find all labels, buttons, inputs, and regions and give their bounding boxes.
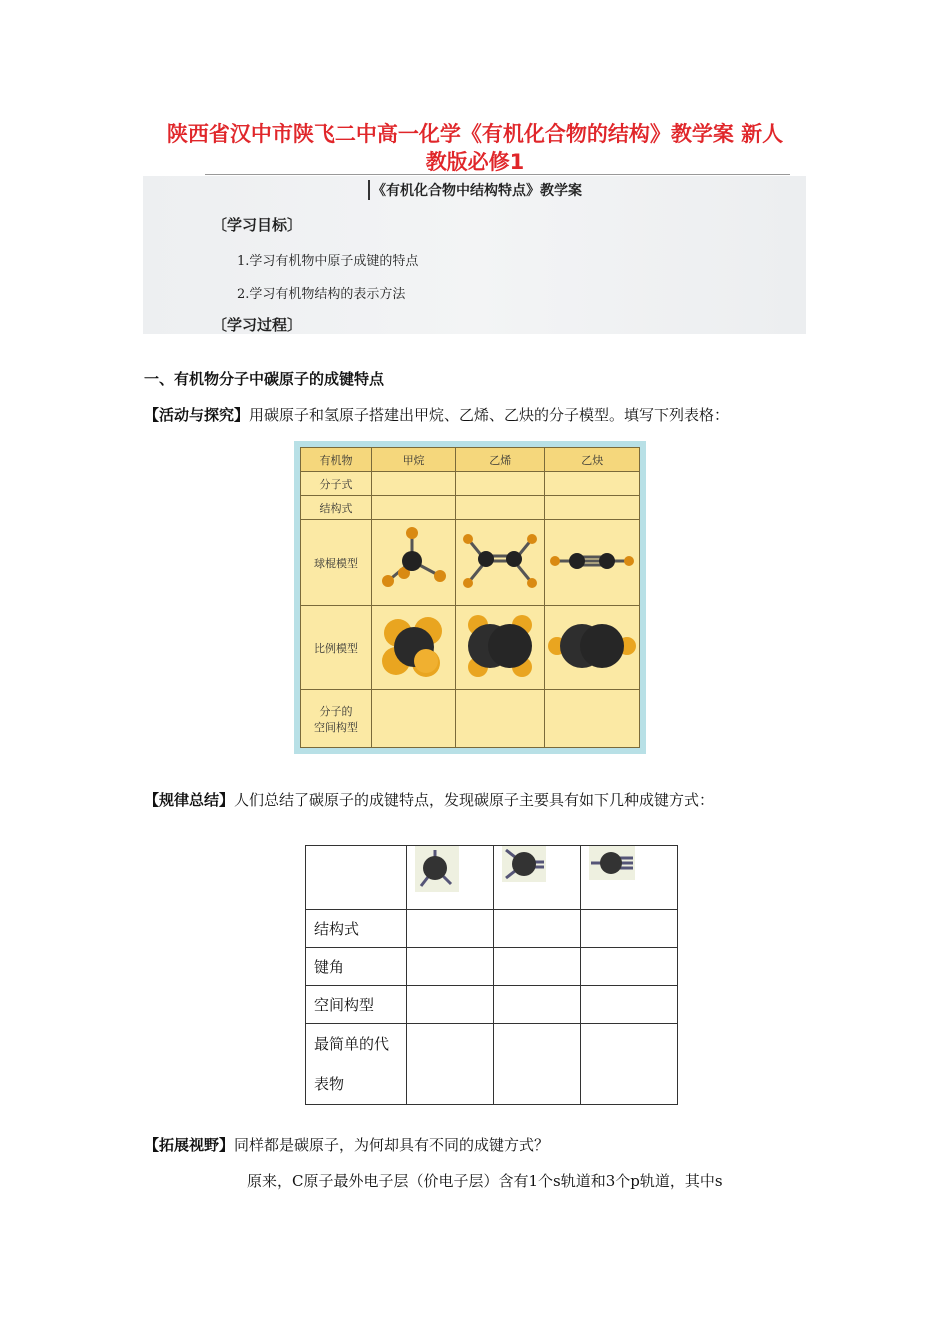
geometry-label-line-2: 空间构型 xyxy=(314,720,358,734)
model-header-3: 乙炔 xyxy=(545,448,640,472)
goal-1: 1.学习有机物中原子成键的特点 xyxy=(237,254,419,269)
explanation-line: 原来，C原子最外电子层（价电子层）含有1个s轨道和3个p轨道，其中s xyxy=(247,1172,723,1190)
activity-paragraph xyxy=(144,404,729,425)
bond-row-angle: 键角 xyxy=(306,948,407,986)
model-row-geometry xyxy=(301,690,372,748)
model-header-1: 甲烷 xyxy=(372,448,456,472)
extend-label: 【拓展视野】 xyxy=(144,1136,235,1154)
ethylene-ball-stick-image xyxy=(456,520,545,606)
bond-row-geometry: 空间构型 xyxy=(306,986,407,1024)
title-line-2: 教版必修1 xyxy=(425,150,525,174)
document-title xyxy=(140,120,810,176)
representative-line-2: 表物 xyxy=(314,1075,345,1093)
extend-text: 同样都是碳原子，为何却具有不同的成键方式？ xyxy=(234,1136,550,1154)
double-bond-carbon-image xyxy=(494,846,581,910)
section-heading: 一、有机物分子中碳原子的成键特点 xyxy=(144,370,385,388)
scan-title-bar xyxy=(368,180,370,200)
rule-text: 人们总结了碳原子的成键特点，发现碳原子主要具有如下几种成键方式： xyxy=(234,791,715,809)
activity-text: 用碳原子和氢原子搭建出甲烷、乙烯、乙炔的分子模型。填写下列表格： xyxy=(249,406,730,424)
acetylene-ball-stick-image xyxy=(545,520,640,606)
process-heading: 〔学习过程〕 xyxy=(212,316,303,334)
representative-line-1: 最简单的代 xyxy=(314,1035,390,1053)
model-row-formula: 分子式 xyxy=(301,472,372,496)
title-line-1: 陕西省汉中市陕飞二中高一化学《有机化合物的结构》教学案 新人 xyxy=(166,122,784,146)
geometry-label-line-1: 分子的 xyxy=(319,704,353,718)
molecule-model-table-image xyxy=(294,441,646,754)
model-row-space-filling: 比例模型 xyxy=(301,606,372,690)
goal-2: 2.学习有机物结构的表示方法 xyxy=(237,287,406,302)
extend-paragraph xyxy=(144,1134,549,1155)
ethylene-space-filling-image xyxy=(456,606,545,690)
rule-label: 【规律总结】 xyxy=(144,791,235,809)
goals-heading: 〔学习目标〕 xyxy=(212,216,303,234)
methane-ball-stick-image xyxy=(372,520,456,606)
model-header-0: 有机物 xyxy=(301,448,372,472)
bond-row-structure: 结构式 xyxy=(306,910,407,948)
activity-label: 【活动与探究】 xyxy=(144,406,250,424)
model-row-structure: 结构式 xyxy=(301,496,372,520)
bond-row-representative xyxy=(306,1024,407,1105)
methane-space-filling-image xyxy=(372,606,456,690)
acetylene-space-filling-image xyxy=(545,606,640,690)
scan-title: 《有机化合物中结构特点》教学案 xyxy=(372,183,582,199)
rule-paragraph xyxy=(144,789,714,810)
bonding-table xyxy=(305,845,678,1105)
model-row-ball-stick: 球棍模型 xyxy=(301,520,372,606)
single-bond-carbon-image xyxy=(407,846,494,910)
title-divider xyxy=(205,174,790,175)
triple-bond-carbon-image xyxy=(581,846,678,910)
model-header-2: 乙烯 xyxy=(456,448,545,472)
